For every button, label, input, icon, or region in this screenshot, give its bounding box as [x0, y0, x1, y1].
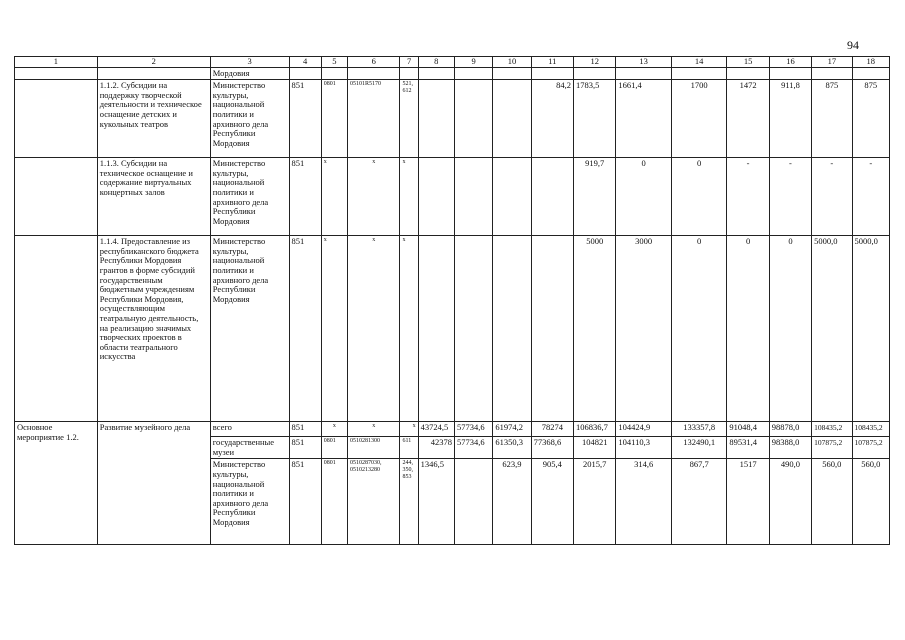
table-row — [15, 67, 890, 80]
main-event-cell: Основное мероприятие 1.2. — [15, 422, 98, 545]
value-cell — [493, 158, 531, 236]
value-cell — [454, 80, 492, 158]
rzpr-cell: 0801 — [321, 80, 347, 158]
value-cell — [454, 158, 492, 236]
measure-name-cell: Развитие музейного дела — [97, 422, 210, 545]
value-cell: 132490,1 — [671, 437, 727, 459]
value-cell: 133357,8 — [671, 422, 727, 437]
column-header: 2 — [97, 57, 210, 68]
csr-cell: x — [348, 236, 400, 422]
value-cell: 2015,7 — [574, 459, 616, 545]
grbs-cell: 851 — [289, 459, 321, 545]
rzpr-cell: x — [321, 236, 347, 422]
measure-name-cell: 1.1.2. Субсидии на поддержку творческой деятельности и техническое оснащение детских и кукольных театров — [97, 80, 210, 158]
csr-cell: 0510287030, 0510213280 — [348, 459, 400, 545]
vr-cell: x — [400, 236, 418, 422]
value-cell: 905,4 — [531, 459, 573, 545]
value-cell: 3000 — [616, 236, 672, 422]
responsible-cell: Министерство культуры, национальной политики и архивного дела Республики Мордовия — [210, 459, 289, 545]
vr-cell: x — [400, 422, 418, 437]
column-header: 16 — [769, 57, 811, 68]
vr-cell: x — [400, 158, 418, 236]
value-cell: - — [769, 158, 811, 236]
column-header: 3 — [210, 57, 289, 68]
responsible-cell: Мордовия — [210, 67, 289, 80]
value-cell: 867,7 — [671, 459, 727, 545]
value-cell: 104821 — [574, 437, 616, 459]
grbs-cell: 851 — [289, 422, 321, 437]
value-cell — [454, 236, 492, 422]
value-cell — [493, 236, 531, 422]
page-number: 94 — [847, 38, 859, 52]
value-cell: 107875,2 — [812, 437, 852, 459]
grbs-cell: 851 — [289, 158, 321, 236]
column-header: 9 — [454, 57, 492, 68]
value-cell: 98878,0 — [769, 422, 811, 437]
column-header: 7 — [400, 57, 418, 68]
budget-table — [14, 56, 890, 545]
responsible-cell: Министерство культуры, национальной политики и архивного дела Республики Мордовия — [210, 158, 289, 236]
column-header: 1 — [15, 57, 98, 68]
table-row — [15, 158, 890, 236]
value-cell: 91048,4 — [727, 422, 769, 437]
table-row — [15, 80, 890, 158]
value-cell: 911,8 — [769, 80, 811, 158]
value-cell: 57734,6 — [454, 437, 492, 459]
grbs-cell: 851 — [289, 437, 321, 459]
column-header: 12 — [574, 57, 616, 68]
value-cell — [418, 236, 454, 422]
value-cell — [493, 80, 531, 158]
value-cell: 106836,7 — [574, 422, 616, 437]
column-header: 4 — [289, 57, 321, 68]
value-cell: 875 — [852, 80, 889, 158]
value-cell — [418, 158, 454, 236]
value-cell: 104424,9 — [616, 422, 672, 437]
csr-cell: 05101R5170 — [348, 80, 400, 158]
grbs-cell: 851 — [289, 236, 321, 422]
value-cell — [531, 158, 573, 236]
rzpr-cell: x — [321, 422, 347, 437]
value-cell: 490,0 — [769, 459, 811, 545]
responsible-cell: Министерство культуры, национальной политики и архивного дела Республики Мордовия — [210, 80, 289, 158]
column-header: 14 — [671, 57, 727, 68]
value-cell: 77368,6 — [531, 437, 573, 459]
value-cell: 560,0 — [812, 459, 852, 545]
value-cell: 61350,3 — [493, 437, 531, 459]
value-cell — [454, 459, 492, 545]
value-cell: 0 — [616, 158, 672, 236]
header-row — [15, 57, 890, 68]
value-cell: 5000,0 — [812, 236, 852, 422]
rzpr-cell: 0801 — [321, 459, 347, 545]
value-cell: - — [812, 158, 852, 236]
value-cell: 1517 — [727, 459, 769, 545]
value-cell: 61974,2 — [493, 422, 531, 437]
column-header: 13 — [616, 57, 672, 68]
value-cell: 1346,5 — [418, 459, 454, 545]
value-cell: 98388,0 — [769, 437, 811, 459]
column-header: 11 — [531, 57, 573, 68]
value-cell: 560,0 — [852, 459, 889, 545]
responsible-cell: Министерство культуры, национальной политики и архивного дела Республики Мордовия — [210, 236, 289, 422]
value-cell: 78274 — [531, 422, 573, 437]
rzpr-cell: 0801 — [321, 437, 347, 459]
vr-cell: 611 — [400, 437, 418, 459]
value-cell: 84,2 — [531, 80, 573, 158]
value-cell: 1783,5 — [574, 80, 616, 158]
csr-cell: x — [348, 158, 400, 236]
value-cell: 5000,0 — [852, 236, 889, 422]
value-cell: 0 — [727, 236, 769, 422]
value-cell: 5000 — [574, 236, 616, 422]
column-header: 5 — [321, 57, 347, 68]
value-cell: 108435,2 — [852, 422, 889, 437]
value-cell: 0 — [671, 236, 727, 422]
column-header: 15 — [727, 57, 769, 68]
value-cell: 42378 — [418, 437, 454, 459]
value-cell — [418, 80, 454, 158]
value-cell: 57734,6 — [454, 422, 492, 437]
rzpr-cell: x — [321, 158, 347, 236]
responsible-cell: всего — [210, 422, 289, 437]
value-cell: 89531,4 — [727, 437, 769, 459]
value-cell: 1661,4 — [616, 80, 672, 158]
column-header: 8 — [418, 57, 454, 68]
vr-cell: 521, 612 — [400, 80, 418, 158]
value-cell: 875 — [812, 80, 852, 158]
vr-cell: 244, 350, 853 — [400, 459, 418, 545]
value-cell: 1472 — [727, 80, 769, 158]
csr-cell: 0510281300 — [348, 437, 400, 459]
value-cell: 314,6 — [616, 459, 672, 545]
responsible-cell: государственные музеи — [210, 437, 289, 459]
table-row — [15, 236, 890, 422]
table-row — [15, 422, 890, 437]
value-cell: 919,7 — [574, 158, 616, 236]
value-cell: 623,9 — [493, 459, 531, 545]
value-cell: 107875,2 — [852, 437, 889, 459]
value-cell: 108435,2 — [812, 422, 852, 437]
measure-name-cell: 1.1.3. Субсидии на техническое оснащение и содержание виртуальных концертных залов — [97, 158, 210, 236]
value-cell: 43724,5 — [418, 422, 454, 437]
value-cell: 0 — [671, 158, 727, 236]
value-cell: - — [852, 158, 889, 236]
csr-cell: x — [348, 422, 400, 437]
value-cell: 1700 — [671, 80, 727, 158]
column-header: 18 — [852, 57, 889, 68]
column-header: 6 — [348, 57, 400, 68]
value-cell: - — [727, 158, 769, 236]
value-cell: 0 — [769, 236, 811, 422]
column-header: 10 — [493, 57, 531, 68]
grbs-cell: 851 — [289, 80, 321, 158]
value-cell — [531, 236, 573, 422]
measure-name-cell: 1.1.4. Предоставление из республиканского бюджета Республики Мордовия грантов в форме субсидий государственным бюджетным учреждениям Республики Мордовия, осуществляющим театральную деятельность, на реализацию значимых творческих проектов в области театрального искусства — [97, 236, 210, 422]
value-cell: 104110,3 — [616, 437, 672, 459]
column-header: 17 — [812, 57, 852, 68]
